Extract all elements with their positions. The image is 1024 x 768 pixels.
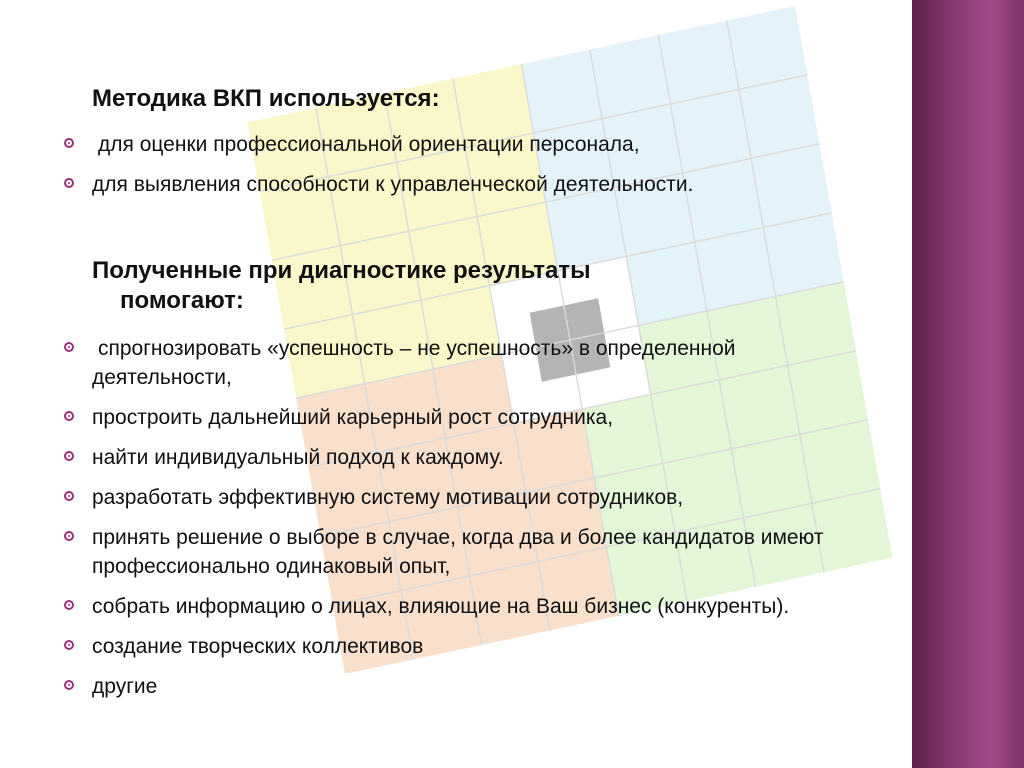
- bullet-icon: [64, 531, 74, 541]
- list-item: принять решение о выборе в случае, когда два и более кандидатов имеют профессионально одинаковый опыт,: [64, 523, 844, 581]
- list-item: другие: [64, 672, 844, 701]
- section1-title: Методика ВКП используется:: [92, 85, 440, 112]
- bullet-icon: [64, 451, 74, 461]
- bullet-icon: [64, 600, 74, 610]
- bullet-icon: [64, 411, 74, 421]
- list-item: разработать эффективную систему мотивации сотрудников,: [64, 483, 844, 512]
- bullet-icon: [64, 178, 74, 188]
- list-item: для выявления способности к управленческой деятельности.: [64, 170, 844, 199]
- list-item: собрать информацию о лицах, влияющие на Ваш бизнес (конкуренты).: [64, 592, 844, 621]
- section1-list: [64, 130, 844, 210]
- list-item: спрогнозировать «успешность – не успешность» в определенной деятельности,: [64, 334, 844, 392]
- decorative-sidebar: [912, 0, 1024, 768]
- bullet-icon: [64, 640, 74, 650]
- list-item: для оценки профессиональной ориентации персонала,: [64, 130, 844, 159]
- bullet-icon: [64, 138, 74, 148]
- bullet-icon: [64, 491, 74, 501]
- list-item: создание творческих коллективов: [64, 632, 844, 661]
- section2-list: [64, 334, 844, 712]
- bullet-icon: [64, 680, 74, 690]
- list-item: найти индивидуальный подход к каждому.: [64, 443, 844, 472]
- bullet-icon: [64, 342, 74, 352]
- section2-title: Полученные при диагностике результаты помогают:: [92, 257, 591, 314]
- list-item: простроить дальнейший карьерный рост сотрудника,: [64, 403, 844, 432]
